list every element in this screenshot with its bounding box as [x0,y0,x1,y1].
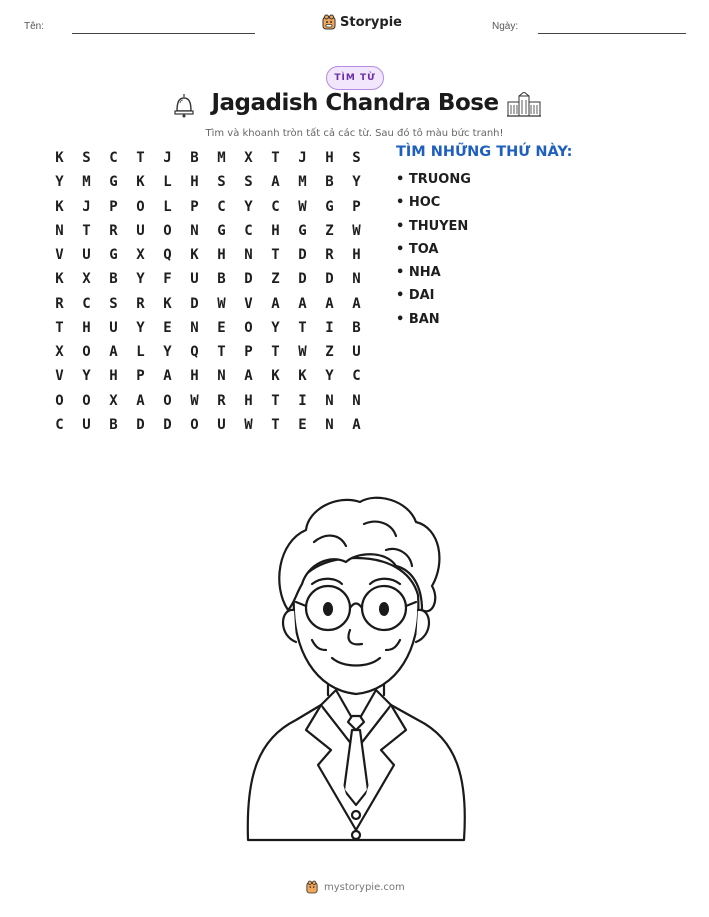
grid-letter[interactable]: H [244,392,253,409]
grid-letter[interactable]: S [217,174,226,191]
grid-letter[interactable]: O [82,344,91,361]
grid-letter[interactable]: L [163,198,172,215]
grid-letter[interactable]: H [190,368,199,385]
grid-letter[interactable]: A [298,295,307,312]
grid-letter[interactable]: Y [163,344,172,361]
grid-letter[interactable]: W [190,392,199,409]
building-icon [506,92,542,118]
grid-letter[interactable]: R [55,295,64,312]
grid-letter[interactable]: I [298,392,307,409]
scientist-portrait-icon[interactable] [236,490,476,850]
storypie-logo-icon [322,14,336,30]
grid-letter[interactable]: Z [325,344,334,361]
grid-letter[interactable]: N [352,271,361,288]
word-list-item: • THUYEN [396,218,469,234]
grid-letter[interactable]: U [109,319,118,336]
grid-letter[interactable]: O [82,392,91,409]
grid-letter[interactable]: K [55,198,64,215]
grid-letter[interactable]: O [244,319,253,336]
grid-letter[interactable]: K [136,174,145,191]
grid-letter[interactable]: C [244,222,253,239]
grid-letter[interactable]: O [190,416,199,433]
grid-letter[interactable]: R [109,222,118,239]
grid-letter[interactable]: P [244,344,253,361]
grid-letter[interactable]: N [325,392,334,409]
grid-letter[interactable]: K [163,295,172,312]
grid-letter[interactable]: G [325,198,334,215]
grid-letter[interactable]: N [55,222,64,239]
grid-letter[interactable]: O [163,392,172,409]
grid-letter[interactable]: R [217,392,226,409]
footer [306,880,405,894]
grid-letter[interactable]: A [244,368,253,385]
grid-letter[interactable]: H [352,247,361,264]
grid-letter[interactable]: Y [271,319,280,336]
word-list-title: TÌM NHỮNG THỨ NÀY: [396,144,573,160]
grid-letter[interactable]: X [109,392,118,409]
grid-letter[interactable]: V [244,295,253,312]
word-search-grid[interactable] [46,146,370,437]
grid-letter[interactable]: A [109,344,118,361]
storypie-logo-icon [306,880,318,894]
activity-badge: TÌM TỪ [326,66,384,90]
grid-letter[interactable]: A [325,295,334,312]
grid-letter[interactable]: T [55,319,64,336]
grid-letter[interactable]: M [298,174,307,191]
grid-letter[interactable]: Y [82,368,91,385]
grid-letter[interactable]: D [136,416,145,433]
grid-letter[interactable]: J [82,198,91,215]
grid-letter[interactable]: N [325,416,334,433]
grid-letter[interactable]: W [298,344,307,361]
word-list-item: • NHA [396,265,441,281]
grid-letter[interactable]: Y [325,368,334,385]
grid-letter[interactable]: K [298,368,307,385]
name-label: Tên: [24,21,45,32]
grid-letter[interactable]: U [82,247,91,264]
grid-letter[interactable]: D [298,271,307,288]
grid-letter[interactable]: R [136,295,145,312]
grid-letter[interactable]: T [217,344,226,361]
word-list-item: • TRUONG [396,172,471,187]
grid-letter[interactable]: D [325,271,334,288]
grid-letter[interactable]: U [190,271,199,288]
grid-letter[interactable]: A [352,295,361,312]
bell-icon [172,92,196,118]
grid-letter[interactable]: T [82,222,91,239]
grid-letter[interactable]: Y [136,271,145,288]
grid-letter[interactable]: H [217,247,226,264]
grid-letter[interactable]: V [55,247,64,264]
name-field[interactable] [72,33,255,34]
grid-letter[interactable]: K [190,247,199,264]
grid-letter[interactable]: B [190,150,199,167]
grid-letter[interactable]: G [109,247,118,264]
grid-letter[interactable]: W [217,295,226,312]
page-title: Jagadish Chandra Bose [211,90,499,116]
grid-letter[interactable]: K [271,368,280,385]
grid-letter[interactable]: G [298,222,307,239]
grid-letter[interactable]: C [217,198,226,215]
grid-letter[interactable]: B [217,271,226,288]
grid-letter[interactable]: M [82,174,91,191]
grid-letter[interactable]: A [271,295,280,312]
word-list [396,172,471,335]
grid-letter[interactable]: P [136,368,145,385]
grid-letter[interactable]: B [109,271,118,288]
grid-letter[interactable]: W [298,198,307,215]
grid-letter[interactable]: T [271,392,280,409]
grid-letter[interactable]: G [217,222,226,239]
grid-letter[interactable]: J [163,150,172,167]
grid-letter[interactable]: Z [271,271,280,288]
word-list-item: • HOC [396,195,441,211]
grid-letter[interactable]: Y [55,174,64,191]
grid-letter[interactable]: U [82,416,91,433]
grid-letter[interactable]: O [163,222,172,239]
grid-letter[interactable]: T [298,319,307,336]
grid-letter[interactable]: R [325,247,334,264]
grid-letter[interactable]: N [244,247,253,264]
grid-letter[interactable]: G [109,174,118,191]
brand [322,14,402,30]
grid-letter[interactable]: X [244,150,253,167]
grid-letter[interactable]: U [136,222,145,239]
grid-letter[interactable]: Y [352,174,361,191]
grid-letter[interactable]: S [352,150,361,167]
grid-letter[interactable]: H [271,222,280,239]
grid-letter[interactable]: H [325,150,334,167]
date-label: Ngày: [492,21,519,32]
grid-letter[interactable]: X [55,344,64,361]
grid-letter[interactable]: U [217,416,226,433]
grid-letter[interactable]: E [163,319,172,336]
grid-letter[interactable]: W [352,222,361,239]
footer-url[interactable]: mystorypie.com [324,881,405,893]
grid-letter[interactable]: D [163,416,172,433]
grid-letter[interactable]: X [82,271,91,288]
grid-letter[interactable]: O [55,392,64,409]
date-field[interactable] [538,33,686,34]
grid-letter[interactable]: Z [325,222,334,239]
grid-letter[interactable]: C [55,416,64,433]
grid-letter[interactable]: C [109,150,118,167]
brand-name: Storypie [340,14,402,30]
grid-letter[interactable]: P [190,198,199,215]
grid-letter[interactable]: P [352,198,361,215]
grid-letter[interactable]: N [190,319,199,336]
grid-letter[interactable]: B [352,319,361,336]
grid-letter[interactable]: K [55,150,64,167]
grid-letter[interactable]: F [163,271,172,288]
grid-letter[interactable]: S [82,150,91,167]
grid-letter[interactable]: V [55,368,64,385]
grid-letter[interactable]: U [352,344,361,361]
grid-letter[interactable]: Y [136,319,145,336]
grid-letter[interactable]: O [136,198,145,215]
grid-letter[interactable]: H [109,368,118,385]
grid-letter[interactable]: A [352,416,361,433]
word-list-item: • BAN [396,311,440,327]
grid-letter[interactable]: E [298,416,307,433]
grid-letter[interactable]: T [271,247,280,264]
grid-letter[interactable]: T [136,150,145,167]
grid-letter[interactable]: B [325,174,334,191]
grid-letter[interactable]: B [109,416,118,433]
grid-letter[interactable]: C [271,198,280,215]
grid-letter[interactable]: H [190,174,199,191]
instructions: Tìm và khoanh tròn tất cả các từ. Sau đó tô màu bức tranh! [205,128,504,139]
grid-letter[interactable]: A [163,368,172,385]
grid-letter[interactable]: S [109,295,118,312]
grid-letter[interactable]: L [163,174,172,191]
grid-letter[interactable]: N [217,368,226,385]
grid-letter[interactable]: T [271,344,280,361]
grid-letter[interactable]: D [190,295,199,312]
grid-letter[interactable]: Q [163,247,172,264]
grid-letter[interactable]: T [271,150,280,167]
grid-letter[interactable]: M [217,150,226,167]
grid-letter[interactable]: J [298,150,307,167]
grid-letter[interactable]: Y [244,198,253,215]
grid-letter[interactable]: C [352,368,361,385]
grid-letter[interactable]: C [82,295,91,312]
word-list-item: • TOA [396,241,439,257]
grid-letter[interactable]: A [271,174,280,191]
grid-letter[interactable]: H [82,319,91,336]
grid-letter[interactable]: K [55,271,64,288]
grid-letter[interactable]: N [352,392,361,409]
grid-letter[interactable]: N [190,222,199,239]
grid-letter[interactable]: S [244,174,253,191]
grid-letter[interactable]: D [244,271,253,288]
grid-letter[interactable]: Q [190,344,199,361]
grid-letter[interactable]: W [244,416,253,433]
grid-letter[interactable]: T [271,416,280,433]
grid-letter[interactable]: E [217,319,226,336]
grid-letter[interactable]: D [298,247,307,264]
grid-letter[interactable]: A [136,392,145,409]
grid-letter[interactable]: X [136,247,145,264]
grid-letter[interactable]: I [325,319,334,336]
grid-letter[interactable]: P [109,198,118,215]
grid-letter[interactable]: L [136,344,145,361]
word-list-item: • DAI [396,288,435,304]
